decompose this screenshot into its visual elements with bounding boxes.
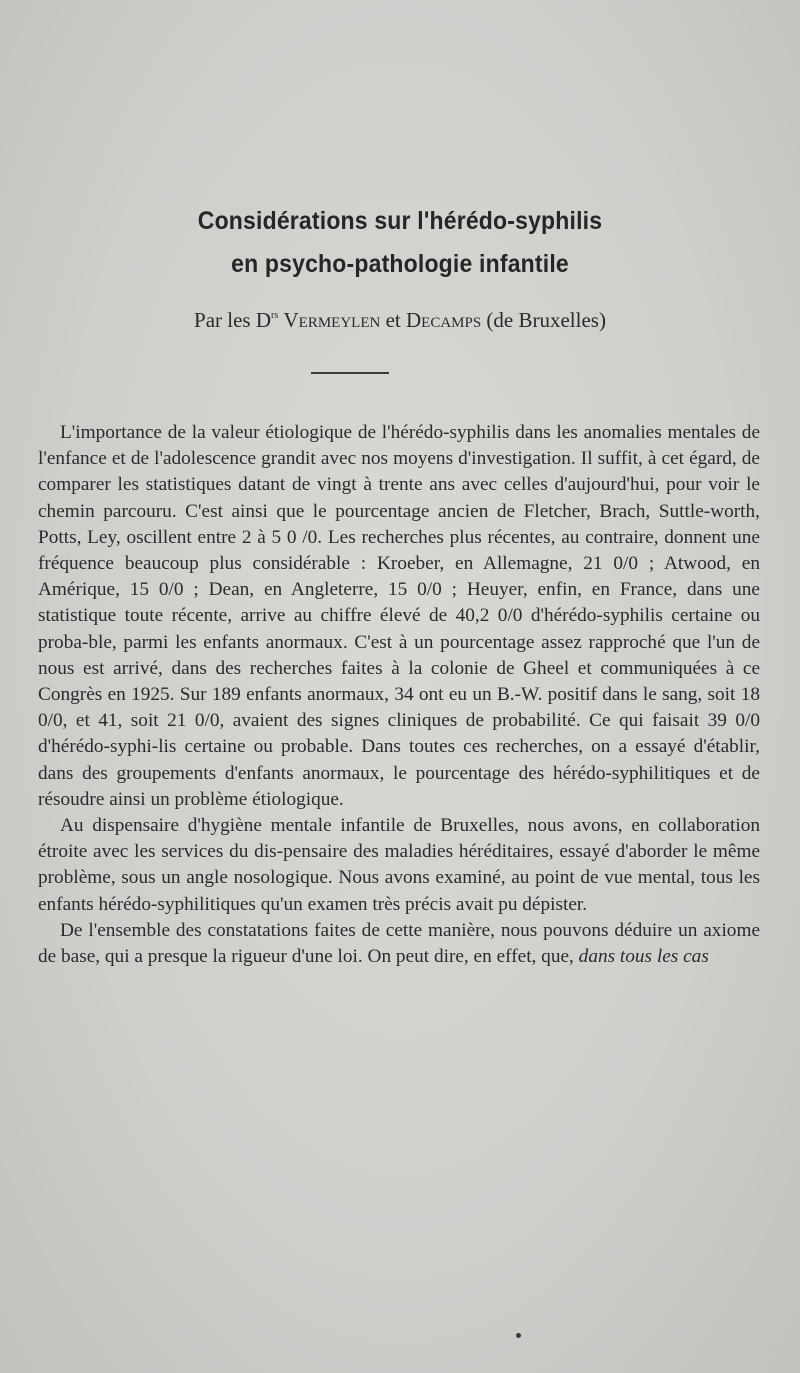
byline-conjunction: et (380, 308, 406, 332)
byline-prefix: Par les D (194, 308, 272, 332)
paragraph-3 (38, 918, 760, 970)
article-body (38, 420, 760, 970)
ink-speck (516, 1333, 521, 1338)
author-byline (0, 308, 800, 333)
article-title-line-1: Considérations sur l'hérédo-syphilis (197, 207, 603, 235)
paragraph-1: L'importance de la valeur étiologique de l'hérédo-syphilis dans les anomalies mentales de l'enfance et de l'adolescence grandit avec nos moyens d'investigation. Il suffit, à cet égard, de comparer les statistiques datant de vingt à trente ans avec celles d'aujourd'hui, pour voir le chemin parcouru. C'est ainsi que le pourcentage ancien de Fletcher, Brach, Suttle-worth, Potts, Ley, oscillent entre 2 à 5 0 /0. Les recherches plus récentes, au contraire, donnent une fréquence beaucoup plus considérable : Kroeber, en Allemagne, 21 0/0 ; Atwood, en Amérique, 15 0/0 ; Dean, en Angleterre, 15 0/0 ; Heuyer, enfin, en France, dans une statistique toute récente, arrive au chiffre élevé de 40,2 0/0 d'hérédo-syphilis certaine ou proba-ble, parmi les enfants anormaux. C'est à un pourcentage assez rapproché que l'un de nous est arrivé, dans des recherches faites à la colonie de Gheel et communiquées à ce Congrès en 1925. Sur 189 enfants anormaux, 34 ont eu un B.-W. positif dans le sang, soit 18 0/0, et 41, soit 21 0/0, avaient des signes cliniques de probabilité. Ce qui faisait 39 0/0 d'hérédo-syphi-lis certaine ou probable. Dans toutes ces recherches, on a essayé d'établir, dans des groupements d'enfants anormaux, le pourcentage des hérédo-syphilitiques et de résoudre ainsi un problème étiologique. (38, 422, 760, 810)
title-separator-rule (311, 372, 389, 374)
byline-affiliation: (de Bruxelles) (481, 308, 606, 332)
paragraph-3-text: De l'ensemble des constatations faites de cette manière, nous pouvons déduire un axiome de base, qui a presque la rigueur d'une loi. On peut dire, en effet, que, (38, 919, 760, 968)
byline-superscript: rs (271, 310, 279, 321)
article-title-line-2: en psycho-pathologie infantile (231, 250, 569, 278)
paragraph-2: Au dispensaire d'hygiène mentale infantile de Bruxelles, nous avons, en collaboration étroite avec les services du dis-pensaire des maladies héréditaires, essayé d'aborder le même problème, sous un angle nosologique. Nous avons examiné, au point de vue mental, tous les enfants hérédo-syphilitiques qu'un examen très précis avait pu dépister. (38, 815, 760, 915)
paragraph-3-italic: dans tous les cas (578, 946, 709, 968)
author-name-1: Vermeylen (283, 308, 381, 332)
author-name-2: Decamps (405, 308, 482, 332)
